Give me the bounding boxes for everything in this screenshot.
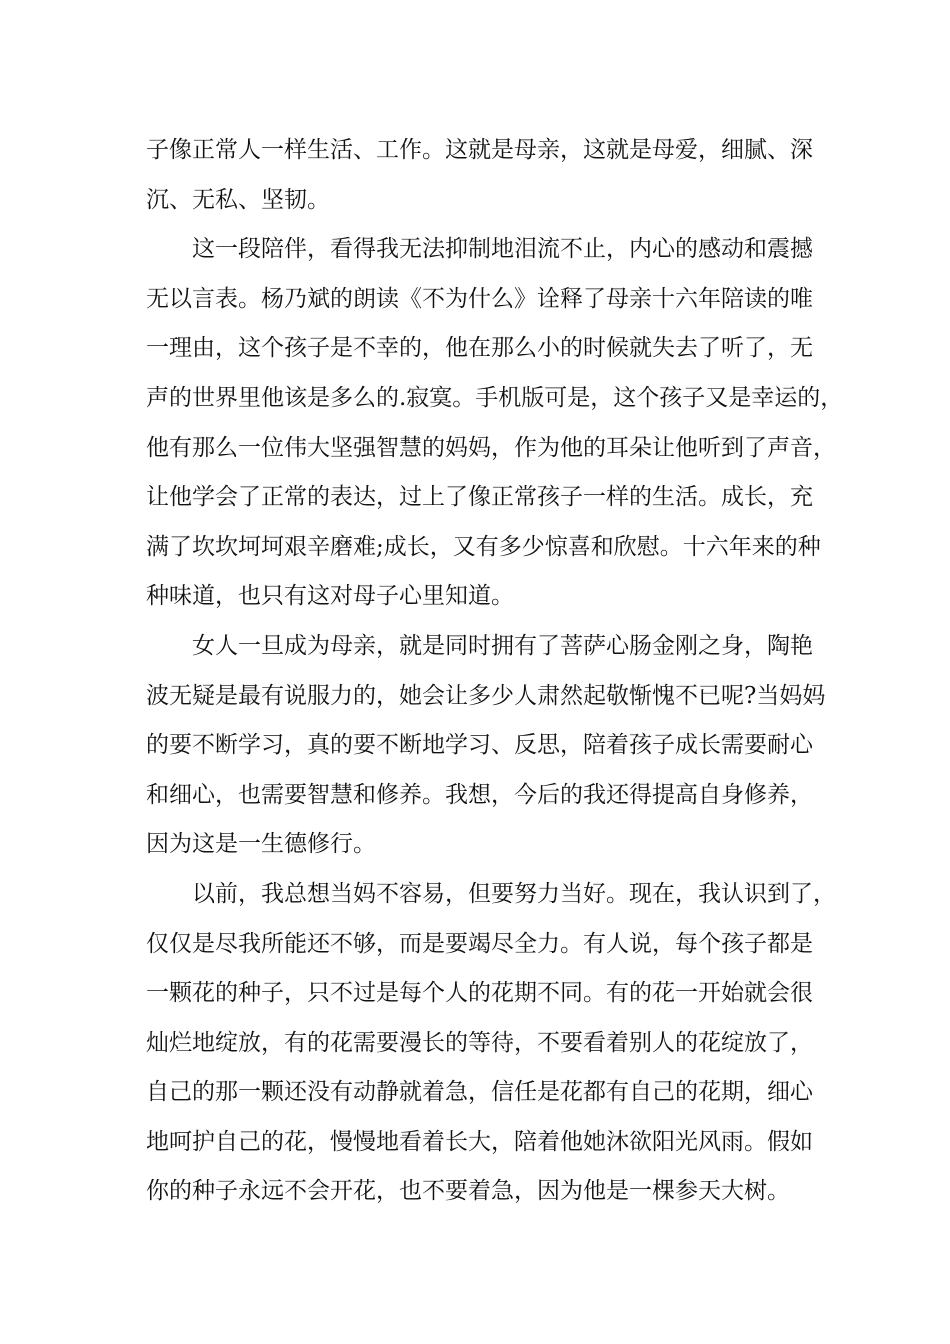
text-line: 一颗花的种子，只不过是每个人的花期不同。有的花一开始就会很	[146, 980, 813, 1007]
paragraph-first-line: 以前，我总想当妈不容易，但要努力当好。现在，我认识到了，	[192, 880, 836, 907]
paragraph-first-line: 女人一旦成为母亲，就是同时拥有了菩萨心肠金刚之身，陶艳	[192, 632, 813, 659]
text-line: 自己的那一颗还没有动静就着急，信任是花都有自己的花期，细心	[146, 1079, 813, 1106]
text-line: 的要不断学习，真的要不断地学习、反思，陪着孩子成长需要耐心	[146, 732, 813, 759]
text-line: 因为这是一生德修行。	[146, 831, 376, 858]
body-text	[146, 126, 844, 1217]
text-line: 让他学会了正常的表达，过上了像正常孩子一样的生活。成长，充	[146, 484, 813, 511]
text-line: 无以言表。杨乃斌的朗读《不为什么》诠释了母亲十六年陪读的唯	[146, 285, 813, 312]
text-line: 沉、无私、坚韧。	[146, 186, 330, 213]
text-line: 地呵护自己的花，慢慢地看着长大，陪着他她沐欲阳光风雨。假如	[146, 1128, 813, 1155]
text-line: 种味道，也只有这对母子心里知道。	[146, 583, 514, 610]
text-line: 波无疑是最有说服力的，她会让多少人肃然起敬惭愧不已呢?当妈妈	[146, 682, 826, 709]
text-line: 和细心，也需要智慧和修养。我想，今后的我还得提高自身修养，	[146, 781, 813, 808]
paragraph-first-line: 这一段陪伴，看得我无法抑制地泪流不止，内心的感动和震撼	[192, 236, 813, 263]
text-line: 声的世界里他该是多么的.寂寞。手机版可是，这个孩子又是幸运的，	[146, 384, 844, 411]
text-line: 他有那么一位伟大坚强智慧的妈妈，作为他的耳朵让他听到了声音，	[146, 434, 836, 461]
text-line: 一理由，这个孩子是不幸的，他在那么小的时候就失去了听了，无	[146, 335, 813, 362]
text-line: 仅仅是尽我所能还不够，而是要竭尽全力。有人说，每个孩子都是	[146, 930, 813, 957]
text-line: 灿烂地绽放，有的花需要漫长的等待，不要看着别人的花绽放了，	[146, 1029, 813, 1056]
text-line: 子像正常人一样生活、工作。这就是母亲，这就是母爱，细腻、深	[146, 137, 813, 163]
text-line: 你的种子永远不会开花，也不要着急，因为他是一棵参天大树。	[146, 1178, 790, 1205]
text-line: 满了坎坎坷坷艰辛磨难;成长，又有多少惊喜和欣慰。十六年来的种	[146, 533, 821, 560]
